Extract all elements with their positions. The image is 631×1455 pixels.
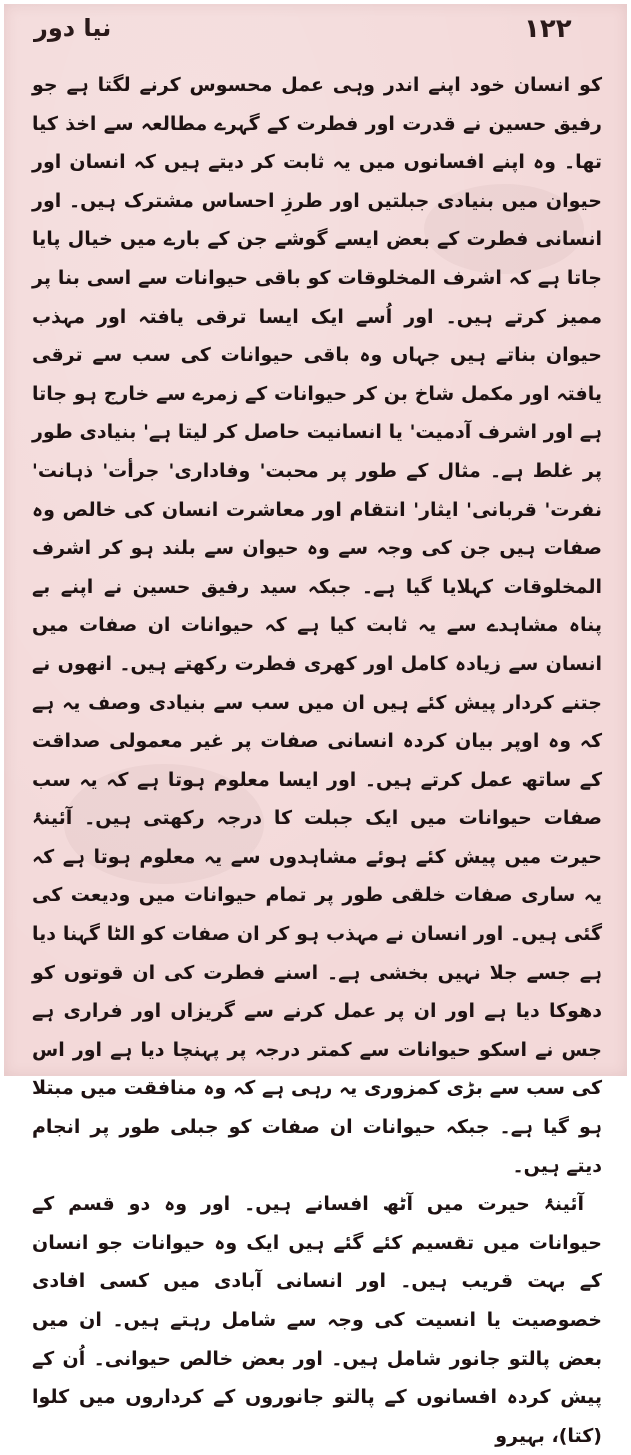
- book-page: [4, 4, 627, 1447]
- paragraph-1: کو انسان خود اپنے اندر وہی عمل محسوس کرنے لگتا ہے جو رفیق حسین نے قدرت اور فطرت کے گہرے مطالعہ سے اخذ کیا تھا۔ وہ اپنے افسانوں میں یہ ثابت کر دیتے ہیں کہ انسان اور حیوان میں بنیادی جبلتیں اور طرزِ احساس مشترک ہیں۔ اور انسانی فطرت کے بعض ایسے گوشے جن کے بارے میں خیال پایا جاتا ہے کہ اشرف المخلوقات کو باقی حیوانات سے اسی بنا پر ممیز کرتے ہیں۔ اور اُسے ایک ایسا ترقی یافتہ اور مہذب حیوان بناتے ہیں جہاں وہ باقی حیوانات کی سب سے ترقی یافتہ اور مکمل شاخ بن کر حیوانات کے زمرے سے خارج ہو جاتا ہے اور اشرف آدمیت' یا انسانیت حاصل کر لیتا ہے' بنیادی طور پر غلط ہے۔ مثال کے طور پر محبت' وفاداری' جرأت' ذہانت' نفرت' قربانی' ایثار' انتقام اور معاشرت انسان کی خالص وہ صفات ہیں جن کی وجہ سے وہ حیوان سے بلند ہو کر اشرف المخلوقات کہلایا گیا ہے۔ جبکہ سید رفیق حسین نے اپنے بے پناہ مشاہدے سے یہ ثابت کیا ہے کہ حیوانات ان صفات میں انسان سے زیادہ کامل اور کھری فطرت رکھتے ہیں۔ انھوں نے جتنے کردار پیش کئے ہیں ان میں سب سے بنیادی وصف یہ ہے کہ وہ اوپر بیان کردہ انسانی صفات پر غیر معمولی صداقت کے ساتھ عمل کرتے ہیں۔ اور ایسا معلوم ہوتا ہے کہ یہ سب صفات حیوانات میں ایک جبلت کا درجہ رکھتی ہیں۔ آئینۂ حیرت میں پیش کئے ہوئے مشاہدوں سے یہ معلوم ہوتا ہے کہ یہ ساری صفات خلقی طور پر تمام حیوانات میں ودیعت کی گئی ہیں۔ اور انسان نے مہذب ہو کر ان صفات کو الٹا گہنا دیا ہے جسے جلا نہیں بخشی ہے۔ اسنے فطرت کی ان قوتوں کو دھوکا دیا ہے اور ان پر عمل کرنے سے گریزاں اور فراری ہے جس نے اسکو حیوانات سے کمتر درجہ پر پہنچا دیا ہے اور اس کی سب سے بڑی کمزوری یہ رہی ہے کہ وہ منافقت میں مبتلا ہو گیا ہے۔ جبکہ حیوانات ان صفات کو جبلی طور پر انجام دیتے ہیں۔: [32, 74, 602, 1177]
- body-text: [32, 66, 602, 1455]
- running-title: نیا دور: [34, 14, 112, 42]
- page-number: ۱۲۲: [524, 14, 572, 44]
- paragraph-2: آئینۂ حیرت میں آٹھ افسانے ہیں۔ اور وہ دو قسم کے حیوانات میں تقسیم کئے گئے ہیں ایک وہ حیوانات جو انسان کے بہت قریب ہیں۔ اور انسانی آبادی میں کسی افادی خصوصیت یا انسیت کی وجہ سے شامل رہتے ہیں۔ ان میں بعض پالتو جانور شامل ہیں۔ اور بعض خالص حیوانی۔ اُن کے پیش کردہ افسانوں کے پالتو جانوروں کے کرداروں میں کلوا (کتا)، بہیرو: [32, 1193, 602, 1447]
- page-header: [4, 10, 627, 50]
